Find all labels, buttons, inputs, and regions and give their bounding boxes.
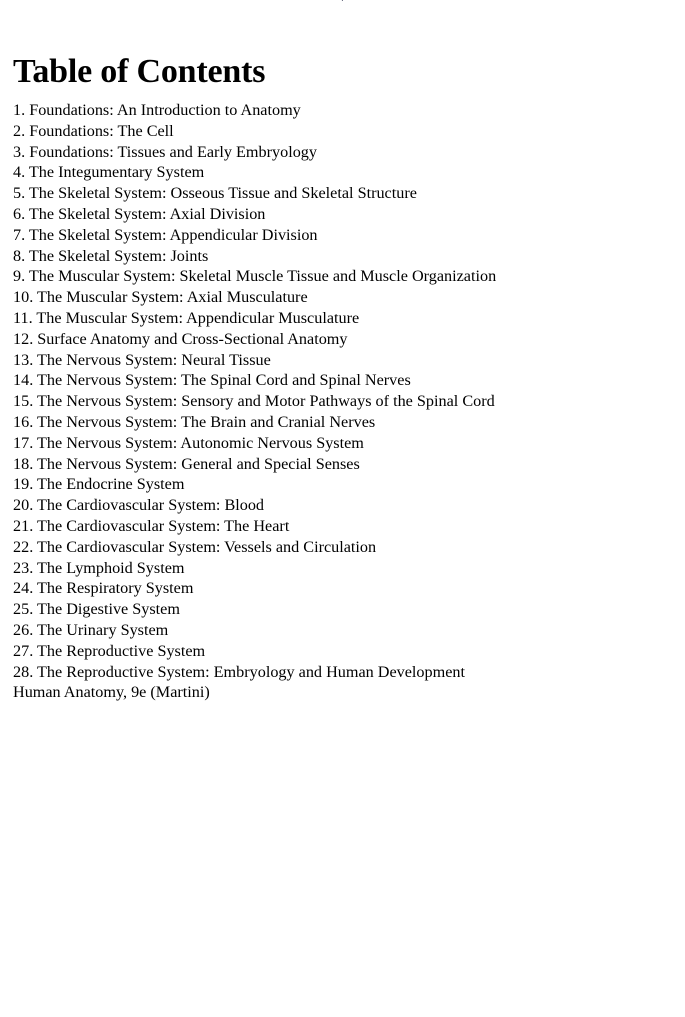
list-item: 23. The Lymphoid System	[13, 558, 185, 577]
list-item: 19. The Endocrine System	[13, 475, 185, 494]
list-item: 24. The Respiratory System	[13, 579, 194, 598]
list-item: 28. The Reproductive System: Embryology and Human Development	[13, 662, 465, 681]
list-item: 6. The Skeletal System: Axial Division	[13, 204, 266, 223]
source-attribution: Human Anatomy, 9e (Martini)	[13, 683, 210, 702]
list-item: 26. The Urinary System	[13, 620, 169, 639]
list-item: 16. The Nervous System: The Brain and Cranial Nerves	[13, 412, 376, 431]
list-item: 7. The Skeletal System: Appendicular Division	[13, 225, 318, 244]
list-item: 21. The Cardiovascular System: The Heart	[13, 516, 290, 535]
list-item: 13. The Nervous System: Neural Tissue	[13, 350, 271, 369]
list-item: 8. The Skeletal System: Joints	[13, 246, 209, 265]
list-item: 4. The Integumentary System	[13, 163, 205, 182]
page-title: Table of Contents	[13, 53, 266, 90]
list-item: 12. Surface Anatomy and Cross-Sectional Anatomy	[13, 329, 348, 348]
document-content	[13, 52, 673, 703]
cropped-running-head	[0, 0, 685, 1]
list-item: 1. Foundations: An Introduction to Anatomy	[13, 101, 301, 119]
list-item: 27. The Reproductive System	[13, 641, 206, 660]
list-item: 2. Foundations: The Cell	[13, 121, 174, 140]
list-item: 20. The Cardiovascular System: Blood	[13, 496, 265, 515]
list-item: 9. The Muscular System: Skeletal Muscle Tissue and Muscle Organization	[13, 267, 497, 286]
list-item: 14. The Nervous System: The Spinal Cord and Spinal Nerves	[13, 371, 411, 390]
list-item: 15. The Nervous System: Sensory and Motor Pathways of the Spinal Cord	[13, 392, 495, 411]
list-item: 10. The Muscular System: Axial Musculature	[13, 288, 308, 307]
list-item: 18. The Nervous System: General and Special Senses	[13, 454, 360, 473]
list-item: 25. The Digestive System	[13, 600, 180, 619]
list-item: 5. The Skeletal System: Osseous Tissue and Skeletal Structure	[13, 184, 417, 203]
list-item: 3. Foundations: Tissues and Early Embryology	[13, 142, 317, 161]
list-item: 22. The Cardiovascular System: Vessels and Circulation	[13, 537, 377, 556]
list-item: 11. The Muscular System: Appendicular Musculature	[13, 308, 360, 327]
table-of-contents-list	[13, 100, 673, 682]
list-item: 17. The Nervous System: Autonomic Nervous System	[13, 433, 364, 452]
